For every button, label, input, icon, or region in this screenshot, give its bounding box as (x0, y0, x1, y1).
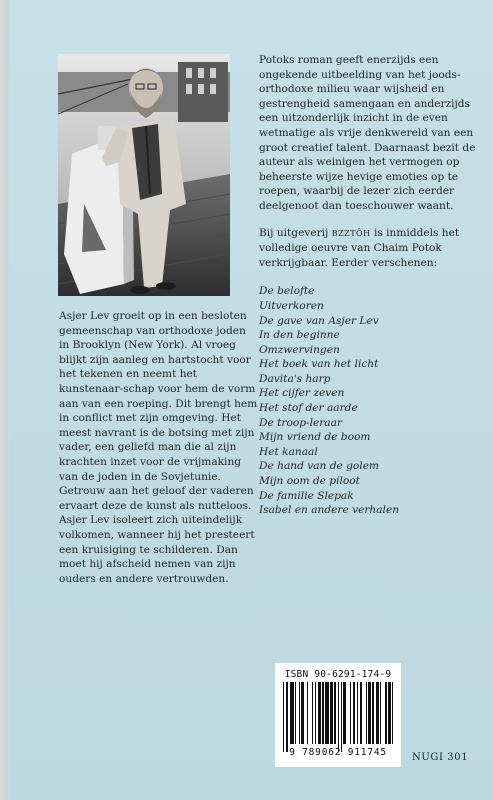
barcode-label (275, 663, 401, 767)
barcode-bar (307, 682, 308, 744)
title-item: De familie Slepak (259, 489, 354, 502)
barcode-bar (290, 682, 294, 744)
barcode-bar (338, 682, 339, 752)
spine-edge (0, 0, 10, 800)
barcode-bar (376, 682, 379, 744)
synopsis-paragraph: Asjer Lev groeit op in een besloten gemeenschap van orthodoxe joden in Brooklyn (New York). Al vroeg blijkt zijn aanleg en hartstocht voor het tekenen en neemt het kunstenaar-schap voor hem de vorm aan van een roeping. Dit brengt hem in conflict met zijn omgeving. Het meest navrant is de botsing met zijn vader, een geliefd man die al zijn krachten inzet voor de vrijmaking van de joden in de Sovjetunie. Getrouw aan het geloof der vaderen ervaart deze de kunst als nutteloos. (59, 310, 258, 512)
titles-list (259, 284, 479, 518)
barcode-bar (318, 682, 321, 744)
barcode-bar (350, 682, 351, 744)
title-item: Isabel en andere verhalen (259, 504, 400, 517)
ean-number: 9 789062 911745 (289, 747, 387, 758)
barcode-bar (315, 682, 316, 744)
barcode-bar (360, 682, 361, 744)
title-item: Het cijfer zeven (259, 387, 345, 400)
barcode-bar (368, 682, 371, 744)
review-paragraph: Potoks roman geeft enerzijds een ongekende uitbeelding van het joods-orthodoxe milieu waar wijsheid en gestrengheid samengaan en anderzijds een uitzonderlijk inzicht in de even wetmatige als vrije denkwereld van een groot creatief talent. Daarnaast bezit de auteur als weinigen het vermogen op beheerste wijze hevige emoties op te roepen, waarbij de lezer zich eerder deelgenoot dan toeschouwer waant. (259, 54, 476, 212)
synopsis-paragraph-2: Asjer Lev isoleert zich uiteindelijk volkomen, wanneer hij het presteert een kruisiging te schilderen. Dan moet hij afscheid nemen van zijn ouders en andere vertrouwden. (59, 514, 255, 585)
title-item: Mijn oom de piloot (259, 475, 360, 488)
isbn-number: ISBN 90-6291-174-9 (284, 669, 392, 680)
title-item: Davita's harp (259, 372, 331, 385)
barcode-bar (343, 682, 346, 744)
barcode-bar (357, 682, 358, 744)
barcode-bar (388, 682, 391, 744)
title-item: Mijn vriend de boom (259, 431, 371, 444)
barcode-bar (334, 682, 335, 744)
publisher-note (259, 226, 479, 271)
title-item: Het boek van het licht (259, 358, 379, 371)
barcode-bar (286, 682, 289, 752)
barcode-bar (353, 682, 356, 744)
barcode-bar (283, 682, 284, 752)
review-column (259, 53, 479, 518)
title-item: Uitverkoren (259, 299, 324, 312)
author-photo (58, 54, 230, 296)
barcode-bar (312, 682, 313, 744)
barcode-bar (380, 682, 381, 744)
barcode-bar (366, 682, 367, 744)
barcode-bar (299, 682, 300, 744)
barcode-bar (325, 682, 329, 744)
barcode-bars (283, 682, 395, 750)
publisher-name: BZZTÔH (331, 228, 371, 238)
nugi-code: NUGI 301 (412, 752, 469, 763)
title-item: De troop-leraar (259, 416, 342, 429)
title-item: Het kanaal (259, 445, 318, 458)
publisher-note-pre: Bij uitgeverij (259, 226, 332, 239)
title-item: De belofte (259, 285, 315, 298)
synopsis-column (59, 309, 259, 586)
title-item: De gave van Asjer Lev (259, 314, 379, 327)
title-item: De hand van de golem (259, 460, 380, 473)
barcode-bar (322, 682, 323, 744)
barcode-bar (385, 682, 386, 744)
barcode-bar (372, 682, 373, 744)
barcode-bar (341, 682, 342, 752)
publisher-note-post: is inmiddels het volledige oeuvre van Chaim Potok verkrijgbaar. Eerder verschenen: (259, 226, 460, 269)
barcode-bar (295, 682, 296, 744)
title-item: Het stof der aarde (259, 402, 358, 415)
barcode-bar (392, 682, 393, 744)
title-item: Omzwervingen (259, 343, 340, 356)
barcode-bar (330, 682, 333, 744)
barcode-bar (301, 682, 304, 744)
title-item: In den beginne (259, 329, 340, 342)
